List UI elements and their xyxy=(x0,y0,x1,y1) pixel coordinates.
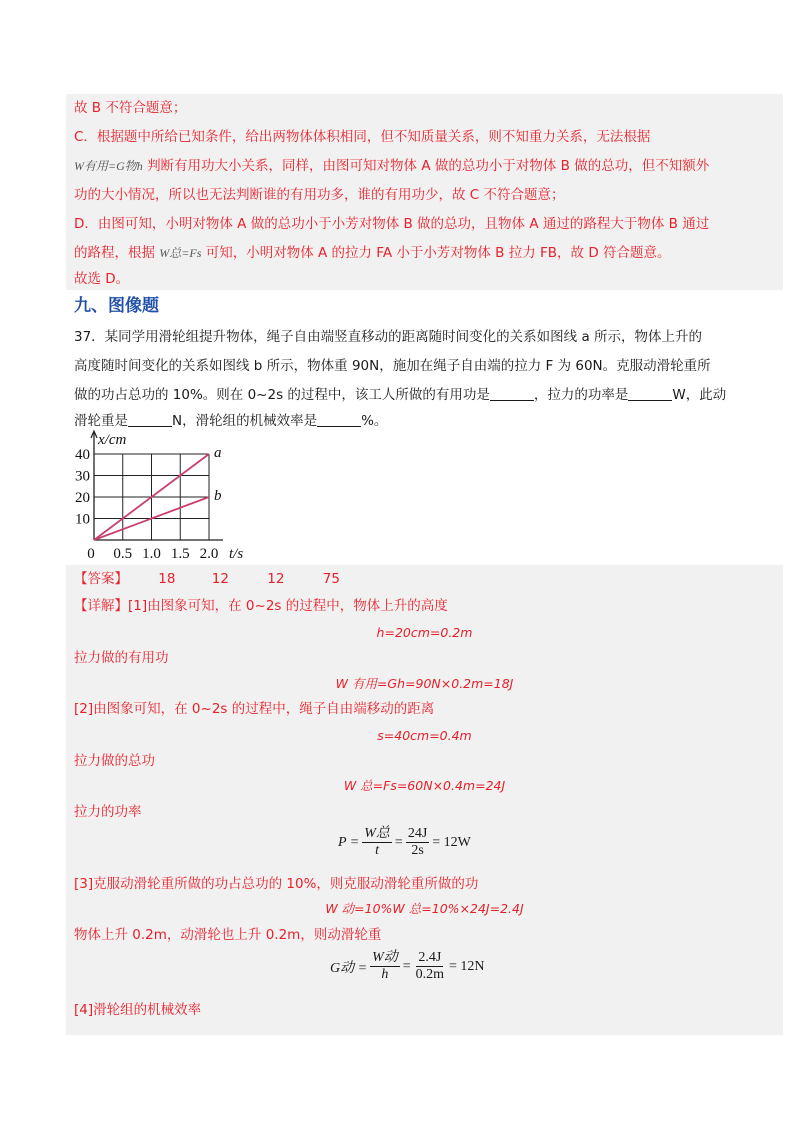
detail-line: 拉力的功率 xyxy=(74,804,142,820)
text-line: 故 B 不符合题意； xyxy=(74,100,187,116)
x-tick-label: 0.5 xyxy=(113,546,133,562)
text-line: 故选 D。 xyxy=(74,271,130,287)
x-tick-label: 1.0 xyxy=(142,546,161,562)
equation-pulley-weight: G动 = $\frac{\text{W动}}{h}$ = $\frac{2.4J}{0.2m}$ = 12N xyxy=(330,950,485,982)
equation-height: h=20cm=0.2m xyxy=(376,625,473,640)
answer-value: 12 xyxy=(267,571,285,587)
text-segment: 的路程，根据 xyxy=(74,245,155,261)
text-segment: 判断有用功大小关系，同样，由图可知对物体 A 做的总功小于对物体 B 做的总功，但不知额外 xyxy=(147,158,710,174)
y-axis-label: x/cm xyxy=(98,432,127,448)
equation-power: P = $\frac{\text{W总}}{t}$ = $\frac{24J}{2s}$ = 12W xyxy=(338,826,471,858)
answer-value: 75 xyxy=(322,571,340,587)
answer-value: 18 xyxy=(158,571,176,587)
x-tick-label: 0 xyxy=(87,546,95,562)
text-segment: N，滑轮组的机械效率是 xyxy=(172,413,318,429)
text-segment: W，此动 xyxy=(672,387,727,403)
question-line xyxy=(74,385,726,405)
eq-lhs: G动 = xyxy=(330,960,368,976)
answer-blank xyxy=(628,386,672,401)
answer-line xyxy=(74,569,340,589)
detail-line: [2]由图象可知，在 0~2s 的过程中，绳子自由端移动的距离 xyxy=(74,701,435,717)
question-line: 37．某同学用滑轮组提升物体，绳子自由端竖直移动的距离随时间变化的关系如图线 a 所示，物体上升的 xyxy=(74,329,703,345)
equation-pulley-work: W 动=10%W 总=10%×24J=2.4J xyxy=(325,901,524,916)
text-line: D．由图可知，小明对物体 A 做的总功小于小芳对物体 B 做的总功，且物体 A 通过的路程大于物体 B 通过 xyxy=(74,216,710,232)
equation-distance: s=40cm=0.4m xyxy=(377,728,472,743)
series-label-a: a xyxy=(214,445,222,461)
detail-line: 拉力做的有用功 xyxy=(74,650,169,666)
eq-denominator: h xyxy=(381,967,389,982)
text-segment: 做的功占总功的 10%。则在 0~2s 的过程中，该工人所做的有用功是 xyxy=(74,387,490,403)
answer-blank xyxy=(317,412,361,427)
detail-line: 拉力做的总功 xyxy=(74,753,155,769)
equation-total-work: W 总=Fs=60N×0.4m=24J xyxy=(343,778,506,793)
section-heading: 九、图像题 xyxy=(74,296,159,316)
text-line xyxy=(74,243,671,263)
question-line: 高度随时间变化的关系如图线 b 所示，物体重 90N，施加在绳子自由端的拉力 F 为 60N。克服动滑轮重所 xyxy=(74,358,711,374)
text-segment: %。 xyxy=(361,413,388,429)
eq-numerator: W动 xyxy=(372,950,398,965)
eq-denominator: t xyxy=(375,843,380,858)
y-tick-label: 30 xyxy=(75,468,90,485)
x-tick-label: 2.0 xyxy=(199,546,219,562)
text-line: C．根据题中所给已知条件，给出两物体体积相同，但不知质量关系，则不知重力关系，无法根据 xyxy=(74,129,651,145)
eq-lhs: P = xyxy=(338,834,360,850)
formula-useful-work: W有用=G物h xyxy=(74,159,143,173)
y-tick-label: 10 xyxy=(75,511,90,528)
detail-line: 【详解】[1]由图象可知，在 0~2s 的过程中，物体上升的高度 xyxy=(74,598,448,614)
detail-line: [3]克服动滑轮重所做的功占总功的 10%，则克服动滑轮重所做的功 xyxy=(74,876,479,892)
series-label-b: b xyxy=(214,488,222,504)
detail-line: [4]滑轮组的机械效率 xyxy=(74,1002,202,1018)
detail-line: 物体上升 0.2m，动滑轮也上升 0.2m，则动滑轮重 xyxy=(74,927,382,943)
answer-blank xyxy=(490,386,534,401)
eq-numerator: 24J xyxy=(407,826,428,841)
eq-rhs: = 12N xyxy=(449,958,485,974)
eq-numerator: W总 xyxy=(364,826,390,841)
distance-time-chart xyxy=(70,428,290,566)
x-tick-label: 1.5 xyxy=(170,546,190,562)
formula-total-work: W总=Fs xyxy=(159,246,202,260)
y-tick-label: 20 xyxy=(75,490,90,506)
x-axis-label: t/s xyxy=(229,546,244,562)
answer-value: 12 xyxy=(211,571,229,587)
y-tick-label: 40 xyxy=(75,447,90,463)
eq-denominator: 0.2m xyxy=(415,967,445,982)
text-segment: 可知，小明对物体 A 的拉力 FA 小于小芳对物体 B 拉力 FB，故 D 符合题意。 xyxy=(205,245,671,261)
eq-rhs: = 12W xyxy=(432,834,471,850)
eq-denominator: 2s xyxy=(411,843,424,858)
text-line: 功的大小情况，所以也无法判断谁的有用功多，谁的有用功少，故 C 不符合题意； xyxy=(74,187,565,203)
text-segment: 滑轮重是 xyxy=(74,413,128,429)
answer-blank xyxy=(128,412,172,427)
eq-numerator: 2.4J xyxy=(418,950,442,965)
answer-label: 【答案】 xyxy=(74,571,128,587)
text-line xyxy=(74,156,709,176)
equation-useful-work: W 有用=Gh=90N×0.2m=18J xyxy=(335,676,514,691)
text-segment: ，拉力的功率是 xyxy=(533,387,629,403)
